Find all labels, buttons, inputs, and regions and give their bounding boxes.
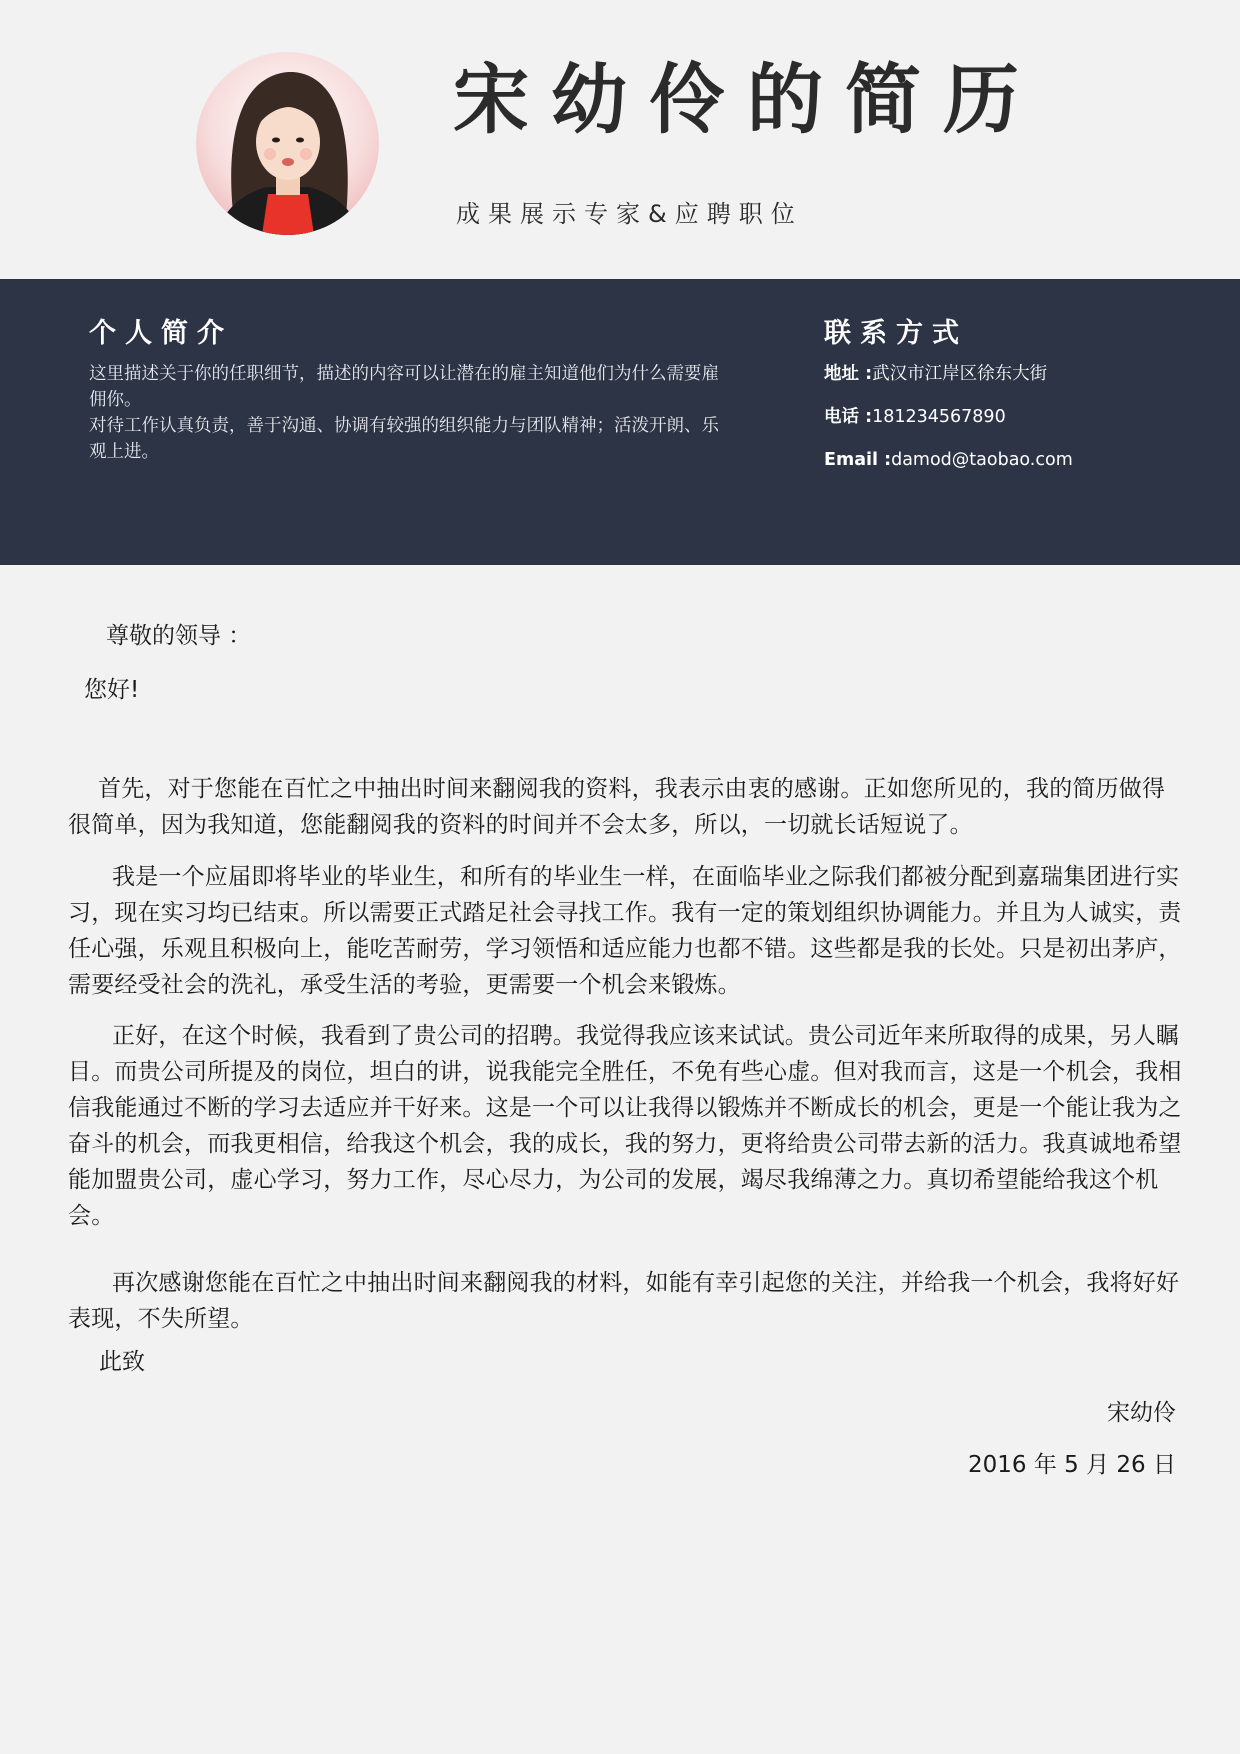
profile-photo — [196, 52, 379, 235]
letter-paragraph: 首先，对于您能在百忙之中抽出时间来翻阅我的资料，我表示由衷的感谢。正如您所见的，我的简历做得很简单，因为我知道，您能翻阅我的资料的时间并不会太多，所以，一切就长话短说了。 — [68, 776, 1166, 838]
contact-label: 电话 : — [824, 407, 873, 427]
salutation: 尊敬的领导 ： — [106, 623, 252, 649]
intro-line: 对待工作认真负责，善于沟通、协调有较强的组织能力与团队精神；活泼开朗、乐观上进。 — [89, 416, 719, 462]
contact-phone — [824, 404, 1073, 447]
contact-value: 武汉市江岸区徐东大街 — [872, 364, 1048, 384]
info-band — [0, 279, 1240, 565]
intro-heading: 个人简介 — [89, 318, 233, 349]
contact-list — [824, 361, 1073, 490]
contact-email — [824, 447, 1073, 490]
contact-label: Email : — [824, 450, 892, 470]
closing: 此致 — [99, 1349, 145, 1375]
greeting: 您好! — [84, 677, 140, 703]
resume-subtitle: 成果展示专家&应聘职位 — [456, 200, 803, 228]
contact-value: damod@taobao.com — [891, 450, 1073, 470]
letter-paragraph: 我是一个应届即将毕业的毕业生，和所有的毕业生一样，在面临毕业之际我们都被分配到嘉瑞集团进行实习，现在实习均已结束。所以需要正式踏足社会寻找工作。我有一定的策划组织协调能力。并且为人诚实，责任心强，乐观且积极向上，能吃苦耐劳，学习领悟和适应能力也都不错。这些都是我的长处。只是初出茅庐，需要经受社会的洗礼，承受生活的考验，更需要一个机会来锻炼。 — [68, 864, 1182, 998]
contact-label: 地址 : — [824, 364, 873, 384]
contact-address — [824, 361, 1073, 404]
intro-line: 这里描述关于你的任职细节，描述的内容可以让潜在的雇主知道他们为什么需要雇佣你。 — [89, 364, 719, 410]
contact-value: 181234567890 — [872, 407, 1006, 427]
signature: 宋幼伶 — [1107, 1400, 1176, 1426]
letter-paragraph: 正好，在这个时候，我看到了贵公司的招聘。我觉得我应该来试试。贵公司近年来所取得的成果，另人瞩目。而贵公司所提及的岗位，坦白的讲，说我能完全胜任，不免有些心虚。但对我而言，这是一个机会，我相信我能通过不断的学习去适应并干好来。这是一个可以让我得以锻炼并不断成长的机会，更是一个能让我为之奋斗的机会，而我更相信，给我这个机会，我的成长，我的努力，更将给贵公司带去新的活力。我真诚地希望能加盟贵公司，虚心学习，努力工作，尽心尽力，为公司的发展，竭尽我绵薄之力。真切希望能给我这个机会。 — [68, 1023, 1182, 1229]
resume-header — [0, 0, 1240, 279]
letter-paragraph: 再次感谢您能在百忙之中抽出时间来翻阅我的材料，如能有幸引起您的关注，并给我一个机会，我将好好表现，不失所望。 — [68, 1270, 1180, 1332]
contact-heading: 联系方式 — [824, 318, 968, 349]
resume-title: 宋幼伶的简历 — [453, 55, 1041, 144]
intro-text — [89, 361, 719, 465]
letter-date: 2016 年 5 月 26 日 — [968, 1452, 1176, 1478]
